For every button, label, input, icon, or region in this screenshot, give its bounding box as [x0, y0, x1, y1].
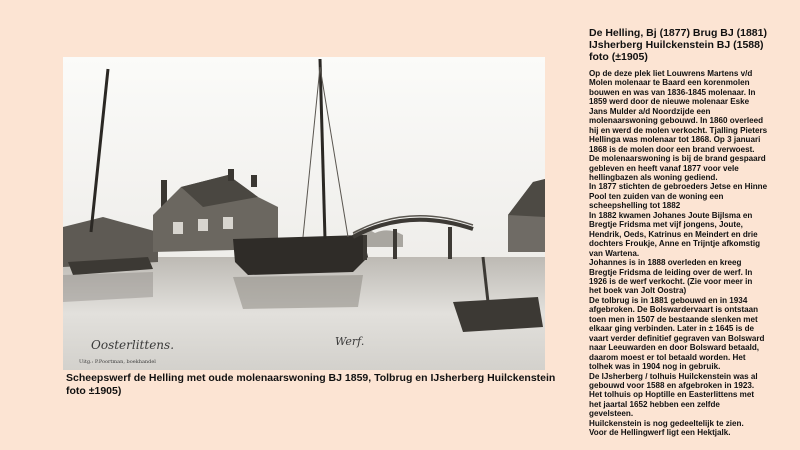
panel-title-line: IJsherberg Huilckenstein BJ (1588)	[589, 39, 764, 51]
history-text-line: afgebroken. De Bolswardervaart is ontstaan	[589, 305, 759, 315]
ship-reflection	[233, 275, 363, 309]
right-boat	[453, 297, 543, 332]
history-text-line: Bregtje Fridsma met vijf jongens, Joute,	[589, 220, 743, 230]
hektjalk-hull	[233, 235, 368, 275]
panel-title	[589, 27, 794, 63]
photo-publisher: Uitg.: P.Poortman, boekhandel	[79, 359, 156, 365]
history-text-line: het jaartal 1652 hebben een zelfde	[589, 399, 720, 409]
history-text-line: Huilckenstein is nog gedeeltelijk te zien.	[589, 418, 744, 428]
house-window	[173, 222, 183, 234]
history-text-line: Pool ten zuiden van de woning een	[589, 191, 724, 201]
house-chimney	[228, 169, 234, 181]
history-text-line: gevelsteen.	[589, 409, 634, 419]
history-text-line: het boek van Jolt Oostra)	[589, 286, 687, 296]
history-text-line: molenaarswoning gebouwd. In 1860 overleed	[589, 116, 764, 126]
bridge-pillar	[448, 227, 452, 259]
history-text-line: In 1877 stichten de gebroeders Jetse en Hinne	[589, 182, 768, 192]
history-text-line: gebleven en heeft vanaf 1877 voor vele	[589, 163, 739, 173]
history-text-line: Voor de Hellingwerf ligt een Hektjalk.	[589, 428, 731, 438]
history-text-line: Hellinga was molenaar tot 1868. Op 3 januari	[589, 135, 761, 145]
history-text-line: dochters Froukje, Anne en Trijntje afkomstig	[589, 239, 761, 249]
history-text-line: Jans Mulder a/d Noordzijde een	[589, 106, 711, 116]
history-text-line: Johannes is in 1888 overleden en kreeg	[589, 258, 742, 268]
history-text-line: 1868 is de molen door een brand verwoest.	[589, 144, 755, 154]
history-text-line: In 1882 kwamen Johanes Joute Bijlsma en	[589, 210, 753, 220]
house-chimney-2	[251, 175, 257, 187]
history-text-line: scheepshelling tot 1882	[589, 201, 681, 211]
history-text-line: van Wartena.	[589, 248, 640, 258]
history-text-line: Molen molenaar te Baard een korenmolen	[589, 78, 750, 88]
history-text-line: De molenaarswoning is bij de brand gespaard	[589, 154, 766, 164]
house-window	[223, 217, 233, 229]
history-text-line: bouwen en was van 1836-1845 molenaar. In	[589, 87, 756, 97]
history-text-line: Bregtje Fridsma de leiding over de werf. In	[589, 267, 753, 277]
photo-caption	[66, 372, 576, 398]
photo-label-left: Oosterlittens.	[91, 338, 175, 352]
bank-reflection	[63, 272, 153, 302]
history-text-line: naar Leeuwarden en door Bolsward betaald,	[589, 343, 760, 353]
history-text-line: Op de deze plek liet Louwrens Martens v/d	[589, 69, 753, 78]
history-text	[589, 69, 794, 438]
history-text-line: De IJsherberg / tolhuis Huilckenstein was al	[589, 371, 758, 381]
history-text-line: De tolbrug is in 1881 gebouwd en in 1934	[589, 295, 748, 305]
house-window	[198, 219, 208, 231]
photo-label-right: Werf.	[335, 335, 365, 348]
history-text-line: toen men in 1507 de bestaande slenken met	[589, 314, 758, 324]
history-text-line: daarom moest er tol betaald worden. Het	[589, 352, 746, 362]
history-text-line: gebouwd voor 1588 en afgebroken in 1923.	[589, 380, 755, 390]
history-text-line: Het tolhuis op Hoptille en Easterlittens met	[589, 390, 755, 400]
caption-line: Scheepswerf de Helling met oude molenaarswoning BJ 1859, Tolbrug en IJsherberg Huilckenstein	[66, 372, 556, 384]
historic-photo	[63, 57, 545, 370]
history-text-line: hij en werd de molen verkocht. Tjalling Pieters	[589, 125, 768, 135]
caption-line: foto ±1905)	[66, 385, 122, 397]
bridge-pillar	[363, 235, 367, 260]
history-text-line: Hendrik, Oeds, Katrinus en Meindert en drie	[589, 229, 758, 239]
photo-illustration	[63, 57, 545, 370]
history-text-line: 1926 is de werf verkocht. (Zie voor meer in	[589, 276, 753, 286]
history-text-line: 1859 werd door de nieuwe molenaar Eske	[589, 97, 750, 107]
history-text-line: tolhek was in 1904 nog in gebruik.	[589, 362, 721, 372]
history-text-line: hellingbazen als woning gediend.	[589, 172, 718, 182]
panel-title-line: De Helling, Bj (1877) Brug BJ (1881)	[589, 27, 767, 39]
bridge-pillar	[393, 229, 397, 259]
history-text-line: elkaar ging verbinden. Later in ± 1645 is de	[589, 324, 755, 334]
panel-title-line: foto (±1905)	[589, 51, 648, 63]
history-text-line: vaart verder definitief gegraven van Bolsward	[589, 333, 765, 343]
